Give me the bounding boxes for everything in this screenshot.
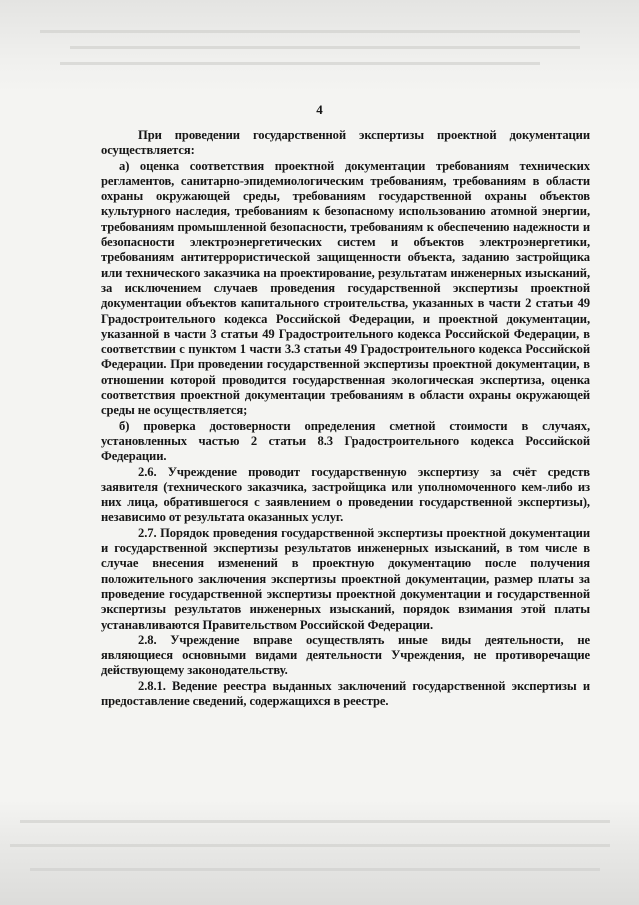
bleed-through-line <box>70 46 580 49</box>
bleed-through-line <box>10 844 610 847</box>
scan-bleed-bottom <box>0 800 639 905</box>
paragraph-2-7: 2.7. Порядок проведения государственной экспертизы проектной документации и государственной экспертизы результатов инженерных изысканий, в том числе в случае внесения изменений в проектную документацию после получения положительного заключения экспертизы проектной документации, размер платы за проведение государственной экспертизы проектной документации и государственной экспертизы результатов инженерных изысканий, порядок взимания этой платы устанавливаются Правительством Российской Федерации. <box>101 525 590 632</box>
paragraph-2-8-1: 2.8.1. Ведение реестра выданных заключений государственной экспертизы и предоставление сведений, содержащихся в реестре. <box>101 678 590 708</box>
paragraph-2-6: 2.6. Учреждение проводит государственную экспертизу за счёт средств заявителя (технического заказчика, застройщика или уполномоченного кем-либо из них лица, обратившегося с заявлением о проведении государственной экспертизы), независимо от результата оказанных услуг. <box>101 464 590 525</box>
paragraph-intro: При проведении государственной экспертизы проектной документации осуществляется: <box>101 128 590 158</box>
bleed-through-line <box>30 868 600 871</box>
paragraph-item-a: а) оценка соответствия проектной документации требованиям технических регламентов, санитарно-эпидемиологическим требованиям, требованиям в области охраны окружающей среды, требованиям государственной охраны объектов культурного наследия, требованиям к безопасному использованию атомной энергии, требованиям промышленной безопасности, требованиям к обеспечению надежности и безопасности электроэнергетических систем и объектов электроэнергетики, требованиям антитеррористической защищенности объекта, заданию застройщика или технического заказчика на проектирование, результатам инженерных изысканий, за исключением случаев проведения государственной экспертизы проектной документации объектов капитального строительства, указанных в части 2 статьи 49 Градостроительного кодекса Российской Федерации, и проектной документации, указанной в части 3 статьи 49 Градостроительного кодекса Российской Федерации, в соответствии с пунктом 1 части 3.3 статьи 49 Градостроительного кодекса Российской Федерации. При проведении государственной экспертизы проектной документации, в отношении которой проводится государственная экологическая экспертиза, оценка соответствия проектной документации требованиям в области охраны окружающей среды не осуществляется; <box>101 158 590 418</box>
bleed-through-line <box>20 820 610 823</box>
page-number: 4 <box>316 102 323 117</box>
scan-bleed-top <box>0 0 639 95</box>
document-body <box>101 128 590 709</box>
bleed-through-line <box>60 62 540 65</box>
paragraph-item-b: б) проверка достоверности определения сметной стоимости в случаях, установленных частью 2 статьи 8.3 Градостроительного кодекса Российской Федерации. <box>101 418 590 464</box>
paragraph-2-8: 2.8. Учреждение вправе осуществлять иные виды деятельности, не являющиеся основными видами деятельности Учреждения, не противоречащие действующему законодательству. <box>101 632 590 678</box>
bleed-through-line <box>40 30 580 33</box>
